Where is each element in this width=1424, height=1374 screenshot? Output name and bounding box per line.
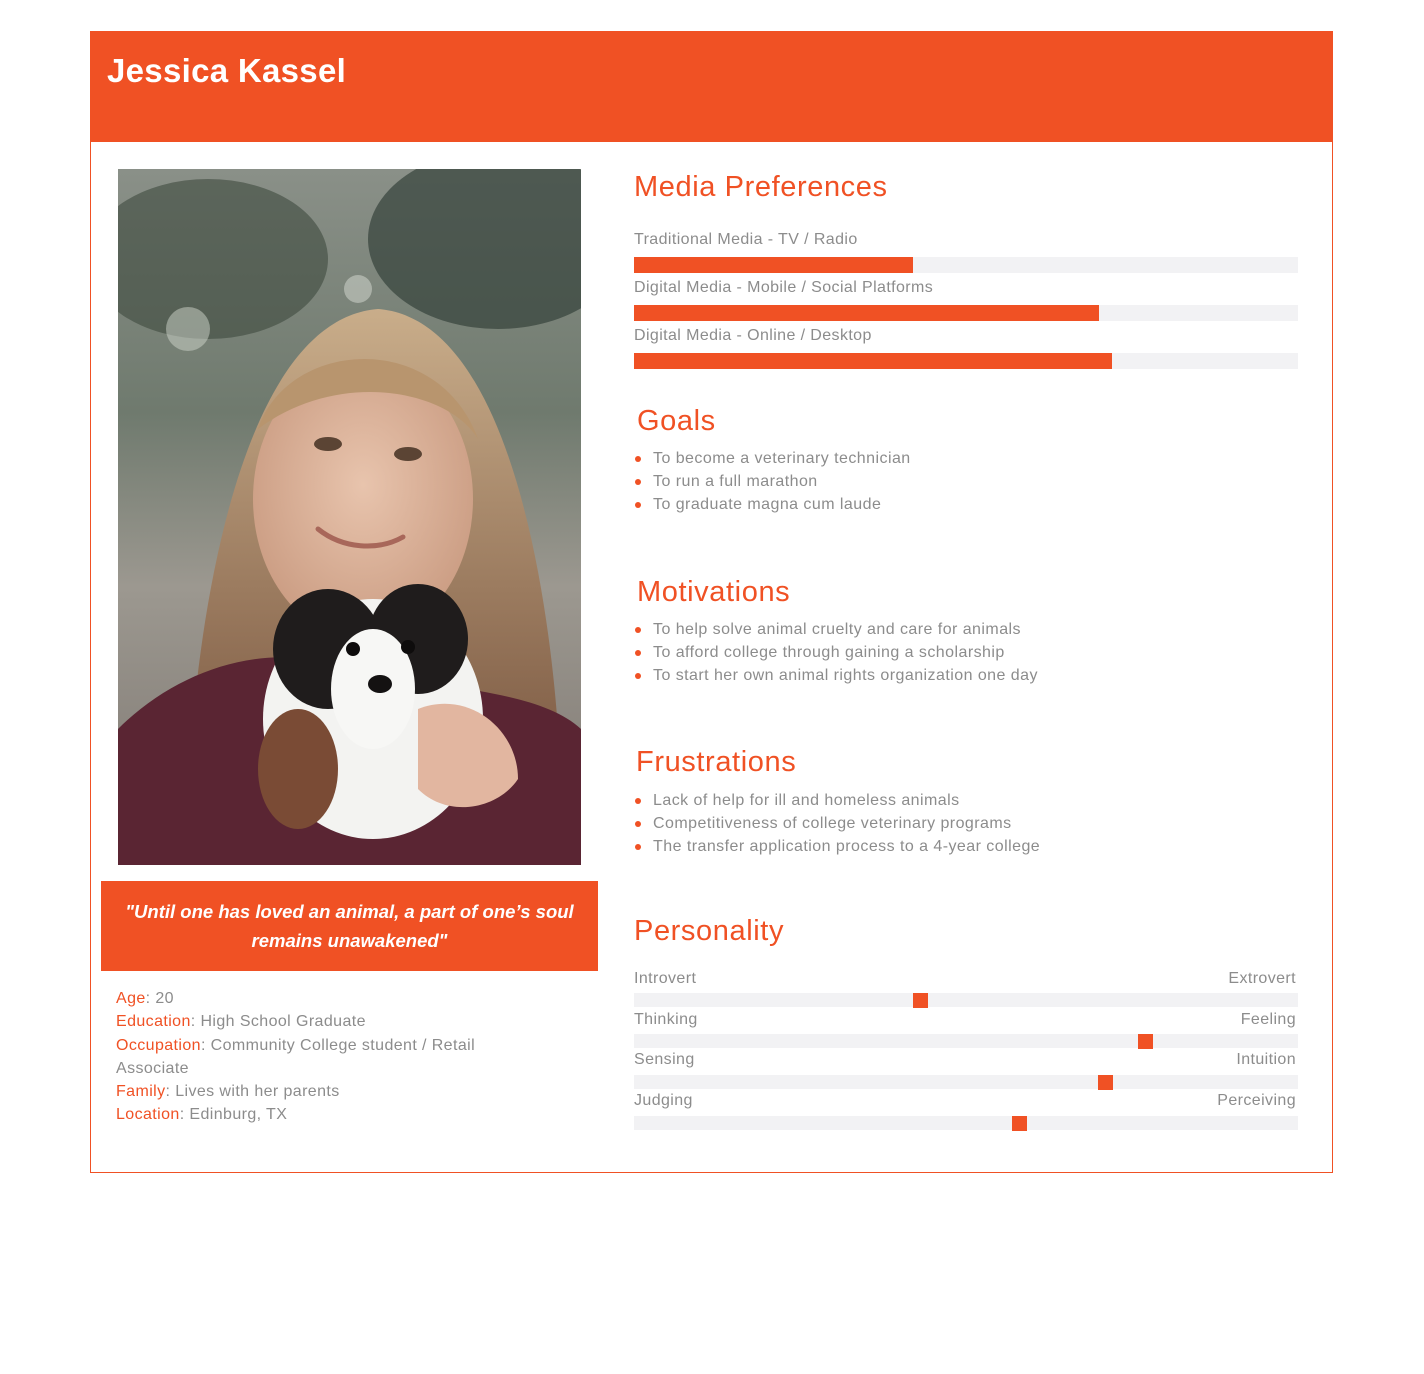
- list-item: To graduate magna cum laude: [634, 493, 911, 516]
- trait-track: [634, 1075, 1298, 1089]
- list-item: To help solve animal cruelty and care for animals: [634, 618, 1038, 641]
- trait-left-label: Thinking: [634, 1011, 698, 1028]
- trait-track: [634, 993, 1298, 1007]
- detail-value: Community College student / Retail Associate: [116, 1036, 476, 1077]
- media-fill: [634, 257, 913, 273]
- frustrations-list: [634, 789, 1040, 858]
- detail-key: Family: [116, 1083, 166, 1101]
- photo-illustration: [118, 169, 581, 865]
- persona-quote: "Until one has loved an animal, a part of one’s soul remains unawakened": [101, 881, 598, 971]
- motivations-title: Motivations: [637, 576, 791, 608]
- bullet-icon: [635, 650, 641, 656]
- detail-key: Location: [116, 1106, 180, 1124]
- detail-location: Location: Edinburg, TX: [116, 1106, 288, 1124]
- list-item: To start her own animal rights organization one day: [634, 664, 1038, 687]
- trait-track: [634, 1034, 1298, 1048]
- frustrations-title: Frustrations: [636, 746, 797, 778]
- trait-marker: [913, 993, 928, 1008]
- bullet-icon: [635, 821, 641, 827]
- list-item: Competitiveness of college veterinary programs: [634, 812, 1040, 835]
- media-track: [634, 305, 1298, 321]
- bullet-icon: [635, 627, 641, 633]
- media-track: [634, 257, 1298, 273]
- detail-key: Occupation: [116, 1036, 201, 1054]
- list-item: Lack of help for ill and homeless animals: [634, 789, 1040, 812]
- bullet-icon: [635, 673, 641, 679]
- persona-card: [90, 31, 1333, 1173]
- trait-right-label: Feeling: [1240, 1011, 1296, 1028]
- goals-title: Goals: [637, 405, 716, 437]
- list-item: To become a veterinary technician: [634, 447, 911, 470]
- persona-header: [91, 32, 1332, 142]
- bullet-icon: [635, 456, 641, 462]
- media-fill: [634, 305, 1099, 321]
- bullet-icon: [635, 844, 641, 850]
- detail-education: Education: High School Graduate: [116, 1013, 366, 1031]
- trait-left-label: Sensing: [634, 1051, 695, 1068]
- list-item: To run a full marathon: [634, 470, 911, 493]
- list-item: The transfer application process to a 4-year college: [634, 835, 1040, 858]
- media-label: Digital Media - Mobile / Social Platforms: [634, 279, 934, 296]
- bullet-icon: [635, 502, 641, 508]
- goals-list: [634, 447, 911, 516]
- detail-value: High School Graduate: [200, 1013, 366, 1031]
- list-item: To afford college through gaining a scholarship: [634, 641, 1038, 664]
- trait-track: [634, 1116, 1298, 1130]
- bullet-icon: [635, 798, 641, 804]
- trait-marker: [1012, 1116, 1027, 1131]
- trait-left-label: Introvert: [634, 970, 697, 987]
- detail-age: Age: 20: [116, 990, 174, 1007]
- media-fill: [634, 353, 1112, 369]
- media-label: Traditional Media - TV / Radio: [634, 231, 858, 248]
- detail-value: Edinburg, TX: [189, 1106, 288, 1124]
- persona-name: Jessica Kassel: [107, 52, 347, 89]
- detail-key: Education: [116, 1013, 191, 1031]
- detail-value: Lives with her parents: [175, 1083, 340, 1101]
- trait-left-label: Judging: [634, 1092, 693, 1109]
- trait-right-label: Intuition: [1236, 1051, 1296, 1068]
- trait-marker: [1098, 1075, 1113, 1090]
- motivations-list: [634, 618, 1038, 687]
- persona-photo: [118, 169, 581, 865]
- bullet-icon: [635, 479, 641, 485]
- media-title: Media Preferences: [634, 171, 888, 203]
- detail-family: Family: Lives with her parents: [116, 1083, 340, 1101]
- persona-details: [116, 987, 536, 1127]
- media-track: [634, 353, 1298, 369]
- trait-marker: [1138, 1034, 1153, 1049]
- detail-key: Age: [116, 990, 146, 1007]
- detail-value: 20: [155, 990, 174, 1007]
- trait-right-label: Perceiving: [1217, 1092, 1296, 1109]
- personality-title: Personality: [634, 915, 785, 947]
- trait-right-label: Extrovert: [1228, 970, 1296, 987]
- detail-occupation: Occupation: Community College student / Retail Associate: [116, 1036, 476, 1077]
- media-label: Digital Media - Online / Desktop: [634, 327, 872, 344]
